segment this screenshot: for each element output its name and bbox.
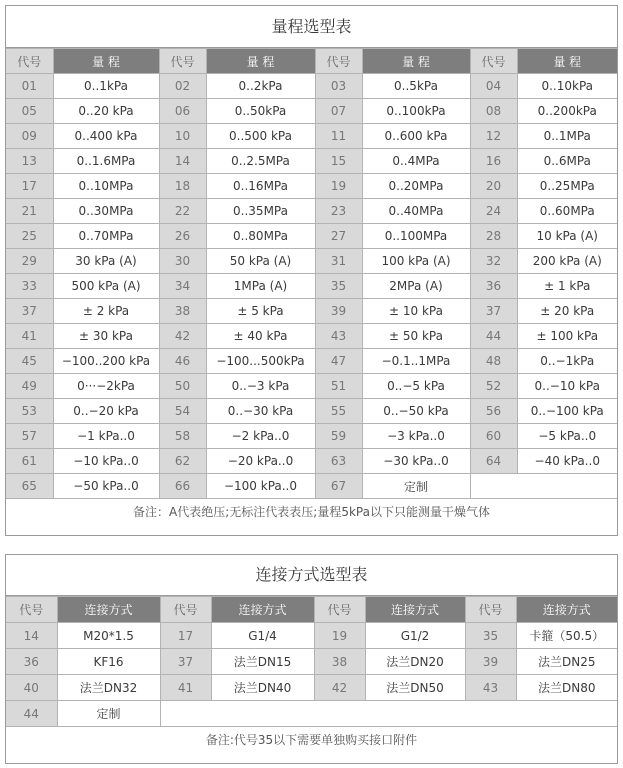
- range-code-cell: 53: [6, 399, 53, 424]
- range-code-header: 代号: [6, 49, 53, 74]
- range-code-header: 代号: [470, 49, 517, 74]
- range-code-cell: 22: [159, 199, 206, 224]
- range-code-cell: 37: [6, 299, 53, 324]
- range-code-cell: 66: [159, 474, 206, 499]
- range-code-cell: 39: [315, 299, 362, 324]
- connection-value-cell: 定制: [57, 701, 160, 727]
- range-table-row: [6, 324, 617, 349]
- range-code-cell: 44: [470, 324, 517, 349]
- range-value-cell: −0.1..1MPa: [362, 349, 470, 374]
- range-table-row: [6, 449, 617, 474]
- range-code-header: 代号: [315, 49, 362, 74]
- connection-value-cell: G1/4: [211, 623, 314, 649]
- range-table-row: [6, 249, 617, 274]
- range-value-cell: 0..2.5MPa: [206, 149, 315, 174]
- connection-value-header: 连接方式: [516, 597, 617, 623]
- range-table-row: [6, 124, 617, 149]
- range-table-row: [6, 399, 617, 424]
- connection-code-header: 代号: [160, 597, 211, 623]
- range-code-cell: 12: [470, 124, 517, 149]
- range-value-cell: 1MPa (A): [206, 274, 315, 299]
- range-value-cell: 200 kPa (A): [517, 249, 617, 274]
- range-value-cell: ± 1 kPa: [517, 274, 617, 299]
- range-value-cell: −10 kPa..0: [53, 449, 159, 474]
- connection-code-cell: 42: [314, 675, 365, 701]
- range-value-cell: 0..500 kPa: [206, 124, 315, 149]
- range-code-cell: 15: [315, 149, 362, 174]
- connection-code-cell: 44: [6, 701, 57, 727]
- range-code-cell: 57: [6, 424, 53, 449]
- range-value-cell: 2MPa (A): [362, 274, 470, 299]
- range-code-cell: 54: [159, 399, 206, 424]
- range-code-cell: 20: [470, 174, 517, 199]
- connection-table-header-row: [6, 597, 617, 623]
- range-value-cell: 0..−30 kPa: [206, 399, 315, 424]
- range-code-cell: 63: [315, 449, 362, 474]
- range-value-cell: 500 kPa (A): [53, 274, 159, 299]
- range-code-cell: 21: [6, 199, 53, 224]
- range-table-note: 备注：A代表绝压;无标注代表表压;量程5kPa以下只能测量干燥气体: [133, 505, 490, 519]
- range-value-cell: −100 kPa..0: [206, 474, 315, 499]
- range-code-cell: 23: [315, 199, 362, 224]
- connection-code-cell: 14: [6, 623, 57, 649]
- connection-code-cell: 40: [6, 675, 57, 701]
- range-code-cell: 02: [159, 74, 206, 99]
- connection-value-cell: 法兰DN50: [365, 675, 465, 701]
- range-value-cell: ± 5 kPa: [206, 299, 315, 324]
- range-empty-cell: [470, 474, 617, 499]
- range-value-cell: ± 50 kPa: [362, 324, 470, 349]
- range-value-cell: −40 kPa..0: [517, 449, 617, 474]
- range-code-cell: 49: [6, 374, 53, 399]
- connection-value-header: 连接方式: [365, 597, 465, 623]
- range-code-cell: 34: [159, 274, 206, 299]
- range-value-header: 量 程: [517, 49, 617, 74]
- range-code-cell: 25: [6, 224, 53, 249]
- connection-value-cell: G1/2: [365, 623, 465, 649]
- range-code-cell: 45: [6, 349, 53, 374]
- range-value-cell: 50 kPa (A): [206, 249, 315, 274]
- range-code-cell: 61: [6, 449, 53, 474]
- range-table-row: [6, 74, 617, 99]
- connection-empty-cell: [160, 701, 617, 727]
- range-value-header: 量 程: [206, 49, 315, 74]
- range-value-cell: 10 kPa (A): [517, 224, 617, 249]
- range-value-cell: 0..−3 kPa: [206, 374, 315, 399]
- range-value-cell: 30 kPa (A): [53, 249, 159, 274]
- range-table: [6, 48, 617, 499]
- connection-value-cell: M20*1.5: [57, 623, 160, 649]
- range-value-cell: 0..16MPa: [206, 174, 315, 199]
- range-value-cell: ± 40 kPa: [206, 324, 315, 349]
- range-code-cell: 50: [159, 374, 206, 399]
- range-code-cell: 11: [315, 124, 362, 149]
- connection-code-cell: 36: [6, 649, 57, 675]
- connection-value-cell: KF16: [57, 649, 160, 675]
- range-code-cell: 52: [470, 374, 517, 399]
- range-code-cell: 31: [315, 249, 362, 274]
- range-value-cell: 0..20 kPa: [53, 99, 159, 124]
- range-value-cell: ± 10 kPa: [362, 299, 470, 324]
- connection-value-cell: 法兰DN32: [57, 675, 160, 701]
- connection-code-header: 代号: [465, 597, 516, 623]
- range-value-cell: 0..10MPa: [53, 174, 159, 199]
- range-value-cell: 0..1kPa: [53, 74, 159, 99]
- range-value-cell: 0..50kPa: [206, 99, 315, 124]
- range-table-header-row: [6, 49, 617, 74]
- range-value-cell: −2 kPa..0: [206, 424, 315, 449]
- range-value-cell: 0..40MPa: [362, 199, 470, 224]
- range-value-cell: 100 kPa (A): [362, 249, 470, 274]
- connection-value-cell: 法兰DN25: [516, 649, 617, 675]
- connection-value-cell: 法兰DN15: [211, 649, 314, 675]
- connection-code-cell: 17: [160, 623, 211, 649]
- connection-value-cell: 法兰DN20: [365, 649, 465, 675]
- range-code-cell: 03: [315, 74, 362, 99]
- range-code-cell: 62: [159, 449, 206, 474]
- connection-code-cell: 35: [465, 623, 516, 649]
- range-code-cell: 59: [315, 424, 362, 449]
- connection-table-row: [6, 675, 617, 701]
- range-selection-panel: [5, 5, 618, 536]
- range-code-cell: 42: [159, 324, 206, 349]
- range-code-cell: 67: [315, 474, 362, 499]
- range-value-cell: ± 100 kPa: [517, 324, 617, 349]
- range-code-cell: 55: [315, 399, 362, 424]
- connection-code-cell: 41: [160, 675, 211, 701]
- connection-code-header: 代号: [314, 597, 365, 623]
- range-table-row: [6, 99, 617, 124]
- connection-code-cell: 38: [314, 649, 365, 675]
- connection-table-row: [6, 649, 617, 675]
- range-code-cell: 51: [315, 374, 362, 399]
- range-value-cell: ± 20 kPa: [517, 299, 617, 324]
- connection-code-cell: 19: [314, 623, 365, 649]
- range-value-cell: 0..100MPa: [362, 224, 470, 249]
- connection-code-cell: 43: [465, 675, 516, 701]
- connection-code-cell: 39: [465, 649, 516, 675]
- range-value-cell: 0..−5 kPa: [362, 374, 470, 399]
- range-value-cell: ± 30 kPa: [53, 324, 159, 349]
- range-table-row: [6, 274, 617, 299]
- range-code-cell: 24: [470, 199, 517, 224]
- range-code-cell: 13: [6, 149, 53, 174]
- range-value-cell: −30 kPa..0: [362, 449, 470, 474]
- range-value-cell: −50 kPa..0: [53, 474, 159, 499]
- range-table-row: [6, 199, 617, 224]
- range-code-cell: 58: [159, 424, 206, 449]
- range-value-cell: 0..25MPa: [517, 174, 617, 199]
- range-value-cell: 0..1.6MPa: [53, 149, 159, 174]
- range-value-cell: −100...500kPa: [206, 349, 315, 374]
- range-code-cell: 26: [159, 224, 206, 249]
- range-code-cell: 48: [470, 349, 517, 374]
- connection-value-cell: 法兰DN80: [516, 675, 617, 701]
- range-code-cell: 10: [159, 124, 206, 149]
- range-value-cell: 0..−50 kPa: [362, 399, 470, 424]
- connection-table-title: 连接方式选型表: [6, 555, 617, 596]
- range-code-cell: 64: [470, 449, 517, 474]
- range-code-cell: 18: [159, 174, 206, 199]
- range-code-cell: 56: [470, 399, 517, 424]
- connection-table-row: [6, 623, 617, 649]
- connection-value-cell: 卡箍（50.5）: [516, 623, 617, 649]
- range-code-cell: 08: [470, 99, 517, 124]
- range-value-cell: 0..6MPa: [517, 149, 617, 174]
- range-code-cell: 41: [6, 324, 53, 349]
- range-table-row: [6, 424, 617, 449]
- range-value-cell: 0..35MPa: [206, 199, 315, 224]
- connection-value-header: 连接方式: [211, 597, 314, 623]
- range-value-cell: 0..−1kPa: [517, 349, 617, 374]
- connection-table-note: 备注:代号35以下需要单独购买接口附件: [205, 733, 418, 747]
- range-code-cell: 36: [470, 274, 517, 299]
- range-code-cell: 07: [315, 99, 362, 124]
- range-value-header: 量 程: [53, 49, 159, 74]
- range-value-cell: 0..70MPa: [53, 224, 159, 249]
- range-value-cell: 0..−100 kPa: [517, 399, 617, 424]
- range-code-cell: 09: [6, 124, 53, 149]
- range-table-row: [6, 174, 617, 199]
- range-code-cell: 60: [470, 424, 517, 449]
- range-table-title: 量程选型表: [6, 6, 617, 48]
- range-value-cell: 0..200kPa: [517, 99, 617, 124]
- connection-code-header: 代号: [6, 597, 57, 623]
- range-table-row: [6, 349, 617, 374]
- range-value-cell: −20 kPa..0: [206, 449, 315, 474]
- connection-selection-panel: [5, 554, 618, 764]
- range-value-cell: 定制: [362, 474, 470, 499]
- range-code-cell: 16: [470, 149, 517, 174]
- range-code-cell: 32: [470, 249, 517, 274]
- range-value-cell: 0..1MPa: [517, 124, 617, 149]
- range-value-cell: 0..30MPa: [53, 199, 159, 224]
- range-value-cell: 0..60MPa: [517, 199, 617, 224]
- range-code-cell: 30: [159, 249, 206, 274]
- range-value-header: 量 程: [362, 49, 470, 74]
- range-value-cell: ± 2 kPa: [53, 299, 159, 324]
- range-table-row: [6, 474, 617, 499]
- range-value-cell: 0···−2kPa: [53, 374, 159, 399]
- range-code-cell: 46: [159, 349, 206, 374]
- range-code-cell: 47: [315, 349, 362, 374]
- range-code-cell: 43: [315, 324, 362, 349]
- range-code-cell: 05: [6, 99, 53, 124]
- connection-value-cell: 法兰DN40: [211, 675, 314, 701]
- range-value-cell: 0..2kPa: [206, 74, 315, 99]
- range-value-cell: −100..200 kPa: [53, 349, 159, 374]
- range-table-row: [6, 374, 617, 399]
- range-code-cell: 04: [470, 74, 517, 99]
- range-code-cell: 06: [159, 99, 206, 124]
- range-value-cell: 0..−10 kPa: [517, 374, 617, 399]
- range-code-cell: 38: [159, 299, 206, 324]
- range-code-cell: 35: [315, 274, 362, 299]
- range-value-cell: −3 kPa..0: [362, 424, 470, 449]
- range-code-cell: 37: [470, 299, 517, 324]
- range-table-row: [6, 299, 617, 324]
- connection-code-cell: 37: [160, 649, 211, 675]
- range-code-cell: 65: [6, 474, 53, 499]
- range-code-cell: 01: [6, 74, 53, 99]
- range-code-cell: 28: [470, 224, 517, 249]
- range-code-header: 代号: [159, 49, 206, 74]
- range-value-cell: 0..4MPa: [362, 149, 470, 174]
- range-value-cell: −5 kPa..0: [517, 424, 617, 449]
- range-code-cell: 33: [6, 274, 53, 299]
- range-value-cell: 0..80MPa: [206, 224, 315, 249]
- range-value-cell: 0..400 kPa: [53, 124, 159, 149]
- range-code-cell: 17: [6, 174, 53, 199]
- range-code-cell: 29: [6, 249, 53, 274]
- range-value-cell: 0..100kPa: [362, 99, 470, 124]
- range-code-cell: 27: [315, 224, 362, 249]
- range-value-cell: 0..5kPa: [362, 74, 470, 99]
- range-code-cell: 19: [315, 174, 362, 199]
- connection-table: [6, 596, 617, 727]
- connection-table-row: [6, 701, 617, 727]
- range-table-row: [6, 149, 617, 174]
- range-table-row: [6, 224, 617, 249]
- range-code-cell: 14: [159, 149, 206, 174]
- connection-value-header: 连接方式: [57, 597, 160, 623]
- range-value-cell: 0..−20 kPa: [53, 399, 159, 424]
- range-value-cell: 0..20MPa: [362, 174, 470, 199]
- range-value-cell: 0..10kPa: [517, 74, 617, 99]
- range-value-cell: 0..600 kPa: [362, 124, 470, 149]
- range-value-cell: −1 kPa..0: [53, 424, 159, 449]
